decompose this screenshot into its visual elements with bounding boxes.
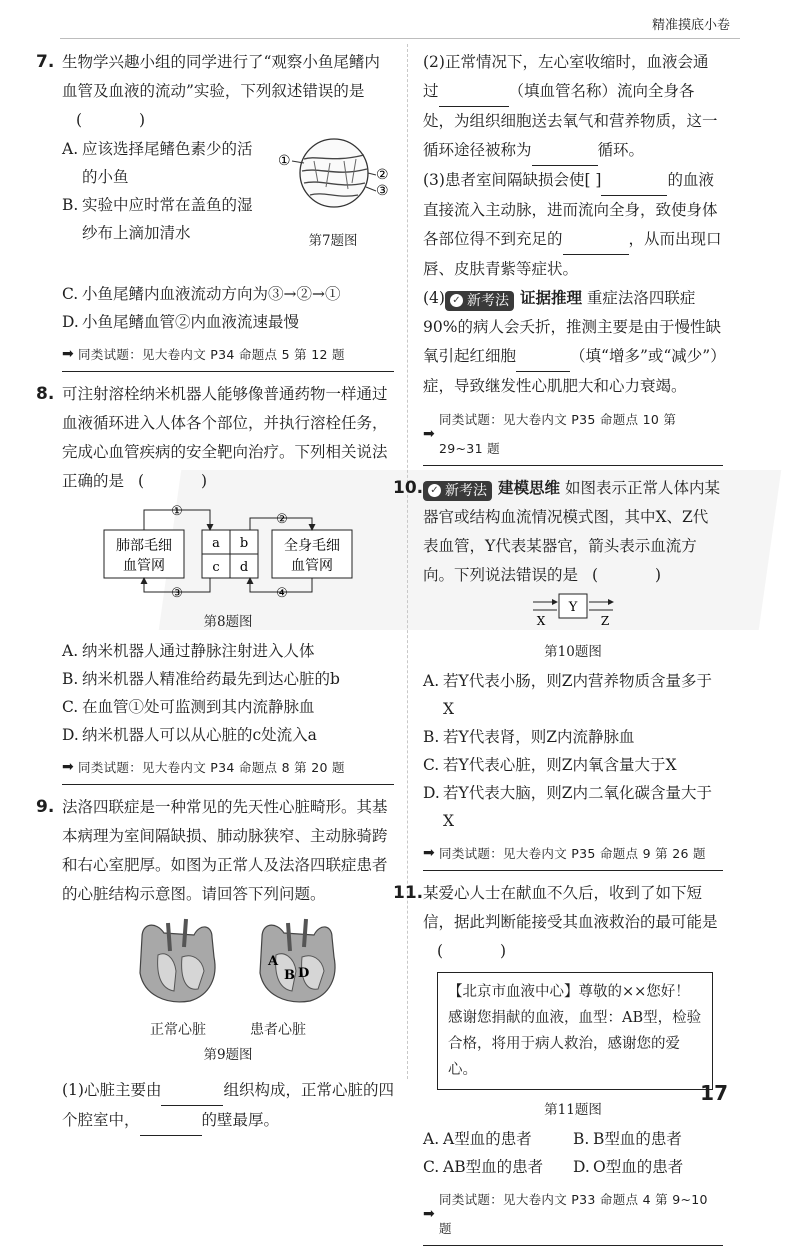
new-method-badge: ✓ 新考法 <box>445 291 514 311</box>
question-stem: 可注射溶栓纳米机器人能够像普通药物一样通过血液循环进入人体各个部位，并执行溶栓任务，完成心血管疾病的安全靶向治疗。下列相关说法正确的是 <box>62 385 388 490</box>
lightbulb-icon: ✓ <box>450 294 463 307</box>
option-a: A. 若Y代表小肠，则Z内营养物质含量多于X <box>423 672 713 718</box>
question-number: 8. <box>36 384 55 404</box>
option-b: B. B型血的患者 <box>573 1130 682 1148</box>
option-d: D. 纳米机器人可以从心脏的c处流入a <box>62 726 317 744</box>
option-d: D. O型血的患者 <box>573 1158 684 1176</box>
svg-text:肺部毛细: 肺部毛细 <box>116 538 172 554</box>
question-number: 7. <box>36 52 55 72</box>
column-divider <box>407 44 408 1079</box>
sub-question-2: (2)正常情况下，左心室收缩时，血液会通过 （填血管名称）流向全身各处，为组织细胞送去氧气和营养物质，这一循环途径被称为 循环。 <box>423 48 723 166</box>
question-stem: 某爱心人士在献血不久后，收到了如下短信，据此判断能接受其血液救治的最可能是 <box>423 884 718 931</box>
vessel-4: ④ <box>276 586 288 598</box>
sub-question-4: (4) ✓ 新考法 证据推理 重症法洛四联症90%的病人会夭折，推测主要是由于慢性缺氧引起红细胞 （填“增多”或“减少”）症，导致继发性心肌肥大和心力衰竭。 <box>423 289 721 395</box>
arrow-icon: ➡ <box>423 425 436 442</box>
right-column <box>393 48 723 1246</box>
arrow-icon: ➡ <box>423 1205 436 1222</box>
similar-question-ref: ➡ 同类试题：见大卷内文 P35 命题点 9 第 26 题 <box>423 839 723 871</box>
arrow-icon: ➡ <box>62 346 75 362</box>
figure-8 <box>62 500 394 637</box>
new-method-badge: ✓ 新考法 <box>423 481 492 501</box>
arrow-icon: ➡ <box>423 845 436 861</box>
question-stem: 法洛四联症是一种常见的先天性心脏畸形。其基本病理为室间隔缺损、肺动脉狭窄、主动脉骑跨和右心室肥厚。如图为正常人及法洛四联症患者的心脏结构示意图。请回答下列问题。 <box>62 798 388 903</box>
option-a: A. 纳米机器人通过静脉注射进入人体 <box>62 642 315 660</box>
figure-10 <box>423 590 723 667</box>
option-c: C. AB型血的患者 <box>423 1158 544 1176</box>
answer-blank[interactable] <box>563 225 629 255</box>
question-stem: 生物学兴趣小组的同学进行了“观察小鱼尾鳍内血管及血液的流动”实验，下列叙述错误的是 <box>62 53 380 100</box>
arrow-icon: ➡ <box>62 759 75 775</box>
option-c: C. 小鱼尾鳍内血液流动方向为③→②→① <box>62 285 341 303</box>
option-d: D. 小鱼尾鳍血管②内血液流速最慢 <box>62 313 300 331</box>
label-y: Y <box>568 600 578 615</box>
question-11 <box>393 879 723 1246</box>
option-d: D. 若Y代表大脑，则Z内二氧化碳含量大于X <box>423 784 713 830</box>
patient-heart-icon <box>260 919 335 1002</box>
answer-blank[interactable] <box>601 166 667 196</box>
label-a: A <box>268 954 279 969</box>
svg-text:全身毛细: 全身毛细 <box>284 538 340 554</box>
vessel-3: ③ <box>171 586 183 598</box>
question-number: 9. <box>36 797 55 817</box>
similar-question-ref: ➡ 同类试题：见大卷内文 P34 命题点 8 第 20 题 <box>62 753 394 785</box>
option-a: A. A型血的患者 <box>423 1130 532 1148</box>
question-7 <box>36 48 394 372</box>
chamber-b: b <box>239 536 249 551</box>
similar-question-ref: ➡ 同类试题：见大卷内文 P35 命题点 10 第 29~31 题 <box>423 405 723 466</box>
answer-blank[interactable] <box>161 1076 223 1106</box>
blood-flow-model-diagram <box>523 590 623 628</box>
chamber-a: a <box>212 536 220 551</box>
sms-message-box: 【北京市血液中心】尊敬的××您好！感谢您捐献的血液，血型：AB型，检验合格，将用于病人救治，感谢您的爱心。 <box>437 972 713 1090</box>
vessel-1: ① <box>171 504 183 519</box>
header-title: 精准摸底小卷 <box>651 18 730 33</box>
label-2: ② <box>376 167 389 183</box>
question-9 <box>36 793 394 1136</box>
heart-structure-diagram <box>62 913 394 1009</box>
answer-blank[interactable] <box>516 342 570 372</box>
label-x: X <box>536 614 546 628</box>
chamber-c: c <box>212 560 220 575</box>
answer-paren: ( ) <box>76 111 172 129</box>
blood-circulation-diagram <box>62 500 394 598</box>
normal-heart-icon <box>140 919 215 1002</box>
figure-9 <box>62 913 394 1070</box>
question-number: 11. <box>393 883 424 903</box>
fish-tail-vessels-diagram <box>272 137 394 217</box>
figure-caption: 第9题图 <box>203 1047 253 1063</box>
figure-7 <box>272 137 394 256</box>
sub-question-1: (1)心脏主要由 组织构成，正常心脏的四个腔室中， 的壁最厚。 <box>62 1076 394 1136</box>
answer-blank[interactable] <box>439 77 509 107</box>
option-b: B. 实验中应时常在盖鱼的湿纱布上滴加清水 <box>62 196 253 242</box>
label-1: ① <box>278 153 291 169</box>
normal-heart-label: 正常心脏 <box>150 1022 206 1038</box>
figure-caption: 第10题图 <box>544 644 602 660</box>
label-d: D <box>298 966 310 981</box>
answer-blank[interactable] <box>532 136 598 166</box>
page-number: 17 <box>700 1081 728 1105</box>
svg-text:血管网: 血管网 <box>291 558 333 574</box>
chamber-d: d <box>239 560 249 575</box>
answer-paren: ( ) <box>138 472 234 490</box>
label-b: B <box>284 968 295 983</box>
header-rule <box>60 38 740 39</box>
question-9-continued <box>423 48 723 466</box>
question-number: 10. <box>393 478 424 498</box>
similar-question-ref: ➡ 同类试题：见大卷内文 P33 命题点 4 第 9~10 题 <box>423 1185 723 1246</box>
sub-question-3: (3)患者室间隔缺损会使[ ] 的血液直接流入主动脉，进而流向全身，致使身体各部位得不到充足的 ，从而出现口唇、皮肤青紫等症状。 <box>423 166 723 284</box>
option-c: C. 若Y代表心脏，则Z内氧含量大于X <box>423 756 677 774</box>
option-c: C. 在血管①处可监测到其内流静脉血 <box>62 698 315 716</box>
patient-heart-label: 患者心脏 <box>250 1022 306 1038</box>
figure-caption: 第7题图 <box>308 233 358 249</box>
option-b: B. 若Y代表肾，则Z内流静脉血 <box>423 728 635 746</box>
similar-question-ref: ➡ 同类试题：见大卷内文 P34 命题点 5 第 12 题 <box>62 340 394 372</box>
left-column <box>36 48 394 1136</box>
figure-caption: 第11题图 <box>544 1102 602 1118</box>
answer-paren: ( ) <box>592 566 688 584</box>
lightbulb-icon: ✓ <box>428 484 441 497</box>
question-8 <box>36 380 394 785</box>
question-10: 10. ✓ 新考法 建模思维 如图表示正常人体内某器官或结构血流情况模式图，其中X、Z代表血管，Y代表某器官，箭头表示血流方向。下列说法错误的是 ( ) Y X Z 第10题图 A. 若Y代表小肠，则Z内营养物质含量多于X B. 若Y代表肾，则Z内流静脉血 C. 若Y代表心脏，则Z内氧含量大于X D. 若Y代表大脑，则Z内二氧化碳含量大于X ➡ 同类试题：见大卷内文 P35 命题点 9 第 26 题 <box>423 474 723 871</box>
vessel-2: ② <box>276 512 288 527</box>
figure-caption: 第8题图 <box>203 614 253 630</box>
label-3: ③ <box>376 183 389 199</box>
svg-text:血管网: 血管网 <box>123 558 165 574</box>
option-b: B. 纳米机器人精准给药最先到达心脏的b <box>62 670 340 688</box>
answer-paren: ( ) <box>437 942 533 960</box>
answer-blank[interactable] <box>140 1106 202 1136</box>
option-a: A. 应该选择尾鳍色素少的活的小鱼 <box>62 140 253 186</box>
label-z: Z <box>600 614 610 628</box>
question-stem: 如图表示正常人体内某器官或结构血流情况模式图，其中X、Z代表血管，Y代表某器官，箭头表示血流方向。下列说法错误的是 <box>423 479 720 584</box>
